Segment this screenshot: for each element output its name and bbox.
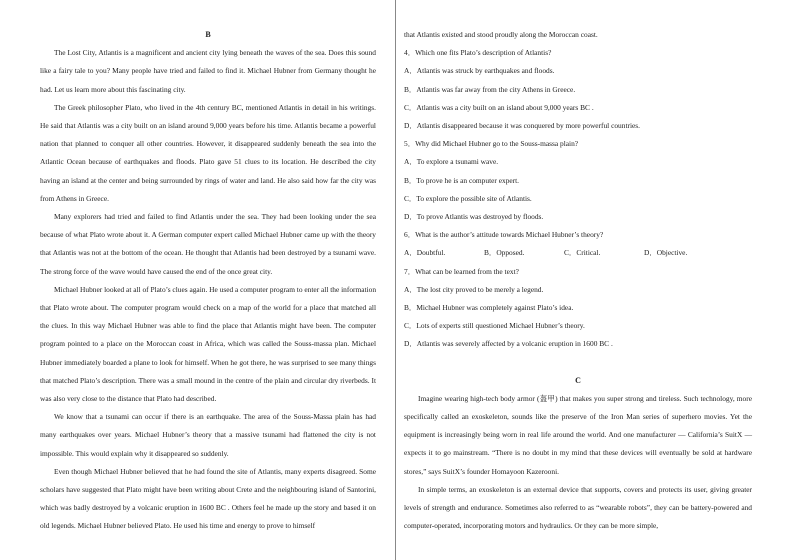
question-stem: 4．Which one fits Plato’s description of Atlantis? xyxy=(404,48,552,58)
passage-b-paragraph-5: We know that a tsunami can occur if there is an earthquake. The area of the Souss-Massa plain has had many earthquakes over years. Michael Hubner’s theory that a massive tsunami had flattened the city is not impossible. This would explain why it disappeared so suddenly. xyxy=(40,412,376,458)
option-d: D．Atlantis was severely affected by a volcanic eruption in 1600 BC . xyxy=(404,339,613,349)
passage-b-heading: B xyxy=(205,30,211,39)
question-4 xyxy=(404,44,752,135)
option-c: C．Lots of experts still questioned Michael Hubner’s theory. xyxy=(404,321,585,331)
option-d: D．To prove Atlantis was destroyed by floods. xyxy=(404,212,544,222)
left-column xyxy=(40,26,376,536)
passage-c-heading: C xyxy=(575,375,581,385)
option-b: B．Atlantis was far away from the city Athens in Greece. xyxy=(404,84,576,94)
question-5 xyxy=(404,135,752,226)
option-d: D．Objective. xyxy=(644,248,688,258)
option-c: C．To explore the possible site of Atlantis. xyxy=(404,193,532,203)
passage-b-paragraph-3: Many explorers had tried and failed to find Atlantis under the sea. They had been looking under the sea because of what Plato wrote about it. A German computer expert called Michael Hubner came up with the theory that Atlantis was not at the bottom of the ocean. He thought that Atlantis had been destroyed by a tsunami wave. The strong force of the wave would have caused the end of the once great city. xyxy=(40,212,376,276)
passage-b-paragraph-6: Even though Michael Hubner believed that he had found the site of Atlantis, many experts disagreed. Some scholars have suggested that Plato might have been writing about Crete and the neighbouring island of Santorini, which was badly destroyed by a volcanic eruption in 1600 BC . Others feel he made up the story and based it on old legends. Michael Hubner believed Plato. He used his time and energy to prove to himself xyxy=(40,466,376,531)
passage-b-paragraph-4: Michael Hubner looked at all of Plato’s clues again. He used a computer program to enter all the information that Plato wrote about. The computer program would check on a map of the world for a place that matched all the clues. In this way Michael Hubner was able to find the place that Atlantis might have been. The computer program pointed to a place on the Moroccan coast in Africa, which was called the Souss-massa plan. Michael Hubner immediately boarded a plane to look for himself. When he got there, he was surprised to see many things that matched Plato’s description. There was a small mound in the centre of the plain and circular dry riverbeds. It was also very close to the distance that Plato had described. xyxy=(40,284,377,404)
option-a: A．Atlantis was struck by earthquakes and floods. xyxy=(404,66,555,76)
passage-c-paragraph-1: Imagine wearing high-tech body armor (盔甲) that makes you super strong and tireless. Such technology, more specifically called an exoskeleton, sounds like the preserve of the Iron Man series of superhero movies. Yet the equipment is increasingly being worn in real life around the world. And one manufacturer — California’s SuitX — expects it to go mainstream. “There is no doubt in my mind that these devices will eventually be sold at hardware stores,” says SuitX’s founder Homayoon Kazerooni. xyxy=(404,393,752,476)
passage-b-paragraph-1: The Lost City, Atlantis is a magnificent and ancient city lying beneath the waves of the sea. Does this sound like a fairy tale to you? Many people have tried and failed to find it. Michael Hubner from Germany thought he had. Let us learn more about this fascinating city. xyxy=(40,48,376,94)
option-b: B．To prove he is an computer expert. xyxy=(404,175,520,185)
option-b: B．Michael Hubner was completely against Plato’s idea. xyxy=(404,303,574,313)
question-7 xyxy=(404,263,752,354)
column-divider xyxy=(395,0,396,560)
passage-c-paragraph-2: In simple terms, an exoskeleton is an external device that supports, covers and protects its user, giving greater levels of strength and endurance. Sometimes also referred to as “wearable robots”, they can be battery-powered and computer-operated, incorporating motors and hydraulics. Or they can be more simple, xyxy=(404,484,752,531)
question-stem: 5．Why did Michael Hubner go to the Souss-massa plain? xyxy=(404,139,579,149)
passage-b-paragraph-2: The Greek philosopher Plato, who lived in the 4th century BC, mentioned Atlantis in detail in his writings. He said that Atlantis was a city built on an island around 9,000 years before his time. Atlantis became a powerful nation that planned to conquer all other countries. However, it disappeared suddenly beneath the sea into the Atlantic Ocean because of earthquakes and floods. Plato gave 51 clues to its location. He described the city having an island at the center and being surrounded by rings of water and land. He also said how far the city was from Athens in Greece. xyxy=(40,102,376,203)
option-a: A．To explore a tsunami wave. xyxy=(404,157,499,167)
options-row xyxy=(404,244,752,262)
option-a: A．The lost city proved to be merely a legend. xyxy=(404,284,544,294)
right-column xyxy=(404,26,752,535)
passage-b-continuation: that Atlantis existed and stood proudly along the Moroccan coast. xyxy=(404,30,598,39)
question-6 xyxy=(404,226,752,262)
question-stem: 7．What can be learned from the text? xyxy=(404,266,519,276)
question-stem: 6．What is the author’s attitude towards Michael Hubner’s theory? xyxy=(404,230,604,240)
option-d: D．Atlantis disappeared because it was conquered by more powerful countries. xyxy=(404,121,641,131)
option-a: A．Doubtful. xyxy=(404,248,446,258)
option-c: C．Critical. xyxy=(564,248,601,258)
option-b: B．Opposed. xyxy=(484,248,525,258)
option-c: C．Atlantis was a city built on an island about 9,000 years BC . xyxy=(404,102,594,112)
